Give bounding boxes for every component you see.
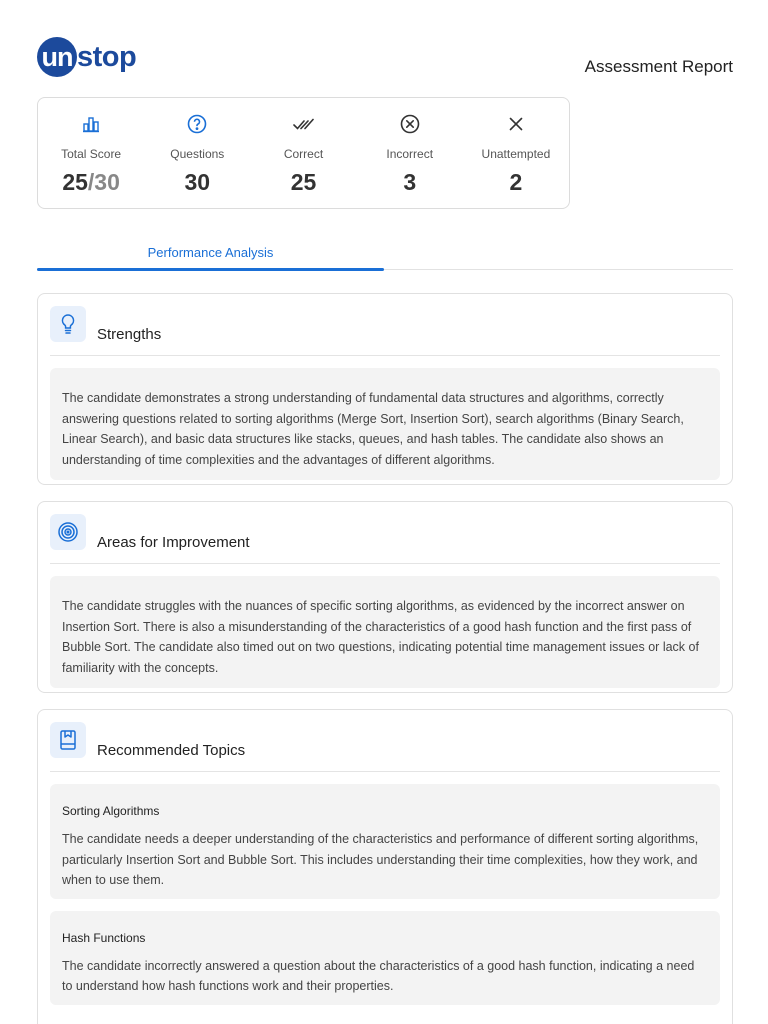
- stat-questions: [144, 112, 250, 208]
- topic-title: Sorting Algorithms: [62, 804, 160, 818]
- stat-value: 30: [184, 169, 211, 195]
- x-circle-icon: [398, 112, 422, 136]
- stat-value: 2: [509, 169, 523, 195]
- stat-label: Unattempted: [481, 147, 551, 161]
- topic-text: The candidate incorrectly answered a question about the characteristics of a good hash function, indicating a need to understand how hash functions work and their properties.: [62, 958, 695, 993]
- strengths-text: The candidate demonstrates a strong understanding of fundamental data structures and algorithms, correctly answering questions related to sorting algorithms (Merge Sort, Insertion Sort), search algorithms (Binary Search, Linear Search), and basic data structures like stacks, queues, and hash tables. The candidate also shows an understanding of time complexities and the advantages of different algorithms.: [50, 368, 720, 480]
- target-icon: [50, 514, 86, 550]
- score-summary: [37, 97, 570, 209]
- tab-label: Performance Analysis: [147, 245, 274, 260]
- topic-text: The candidate needs a deeper understanding of the characteristics and performance of different sorting algorithms, particularly Insertion Sort and Bubble Sort. This includes understanding their time complexities, how they work, and when to use them.: [62, 832, 699, 887]
- score-denominator: /30: [87, 169, 120, 195]
- stat-unattempted: [463, 112, 569, 208]
- card-title: Recommended Topics: [97, 742, 246, 759]
- stat-value: [62, 169, 120, 196]
- improvement-card: [37, 501, 733, 693]
- lightbulb-icon: [50, 306, 86, 342]
- recommended-topics-card: [37, 709, 733, 1024]
- double-check-icon: [292, 112, 316, 136]
- stat-label: Incorrect: [386, 147, 434, 161]
- card-title: Strengths: [97, 326, 162, 343]
- improvement-text: The candidate struggles with the nuances of specific sorting algorithms, as evidenced by the incorrect answer on Insertion Sort. There is also a misunderstanding of the characteristics of a good hash function and the first pass of Bubble Sort. The candidate also timed out on two questions, indicating potential time management issues or lack of familiarity with the concepts.: [50, 576, 720, 688]
- header: [37, 36, 733, 86]
- topic-title: Hash Functions: [62, 930, 146, 945]
- stat-total-score: [38, 112, 144, 208]
- stat-correct: [250, 112, 356, 208]
- bar-chart-icon: [79, 112, 103, 136]
- unstop-logo[interactable]: [37, 36, 136, 78]
- bookmark-icon: [50, 722, 86, 758]
- card-header: [50, 502, 720, 564]
- score-value: 25: [62, 169, 88, 195]
- logo-mark: un: [37, 37, 77, 77]
- topic-item: [50, 911, 720, 1005]
- stat-label: Total Score: [61, 147, 122, 161]
- card-header: [50, 710, 720, 772]
- tab-bar: [37, 240, 733, 270]
- card-title: Areas for Improvement: [97, 534, 250, 551]
- strengths-card: [37, 293, 733, 485]
- stat-label: Questions: [170, 147, 225, 161]
- question-circle-icon: [185, 112, 209, 136]
- topic-item: [50, 784, 720, 899]
- stat-label: Correct: [283, 147, 324, 161]
- logo-text: stop: [77, 40, 137, 73]
- stat-incorrect: [357, 112, 463, 208]
- card-header: [50, 294, 720, 356]
- x-icon: [504, 112, 528, 136]
- stat-value: 25: [290, 169, 317, 195]
- active-tab-indicator: [37, 268, 384, 271]
- report-title: Assessment Report: [584, 57, 733, 76]
- stat-value: 3: [403, 169, 417, 195]
- tab-performance-analysis[interactable]: [37, 240, 384, 269]
